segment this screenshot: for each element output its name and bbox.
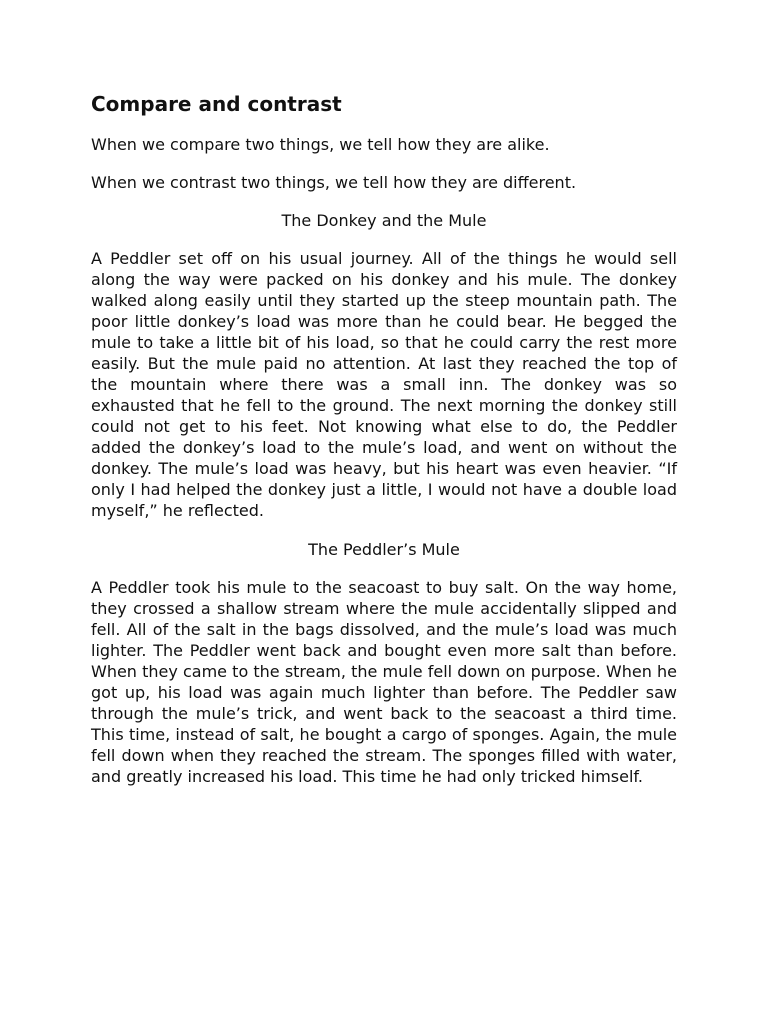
intro-compare-text: When we compare two things, we tell how they are alike.: [91, 135, 550, 154]
story-title: The Peddler’s Mule: [308, 540, 460, 559]
story-body: A Peddler took his mule to the seacoast to buy salt. On the way home, they crossed a shallow stream where the mule accidentally slipped and fell. All of the salt in the bags dissolved, and the mule’s load was much lighter. The Peddler went back and bought even more salt than before. When they came to the stream, the mule fell down on purpose. When he got up, his load was again much lighter than before. The Peddler saw through the mule’s trick, and went back to the seacoast a third time. This time, instead of salt, he bought a cargo of sponges. Again, the mule fell down when they reached the stream. The sponges filled with water, and greatly increased his load. This time he had only tricked himself.: [91, 578, 677, 786]
page-title: Compare and contrast: [91, 92, 342, 116]
story-title: The Donkey and the Mule: [281, 211, 487, 230]
story-peddlers-mule: [91, 539, 677, 787]
document-page: [91, 88, 677, 805]
story-body: A Peddler set off on his usual journey. All of the things he would sell along the way were packed on his donkey and his mule. The donkey walked along easily until they started up the steep mountain path. The poor little donkey’s load was more than he could bear. He begged the mule to take a little bit of his load, so that he could carry the rest more easily. But the mule paid no attention. At last they reached the top of the mountain where there was a small inn. The donkey was so exhausted that he fell to the ground. The next morning the donkey still could not get to his feet. Not knowing what else to do, the Peddler added the donkey’s load to the mule’s load, and went on without the donkey. The mule’s load was heavy, but his heart was even heavier. “If only I had helped the donkey just a little, I would not have a double load myself,” he reflected.: [91, 249, 677, 520]
intro-contrast-text: When we contrast two things, we tell how they are different.: [91, 173, 577, 192]
story-donkey-and-mule: [91, 210, 677, 521]
